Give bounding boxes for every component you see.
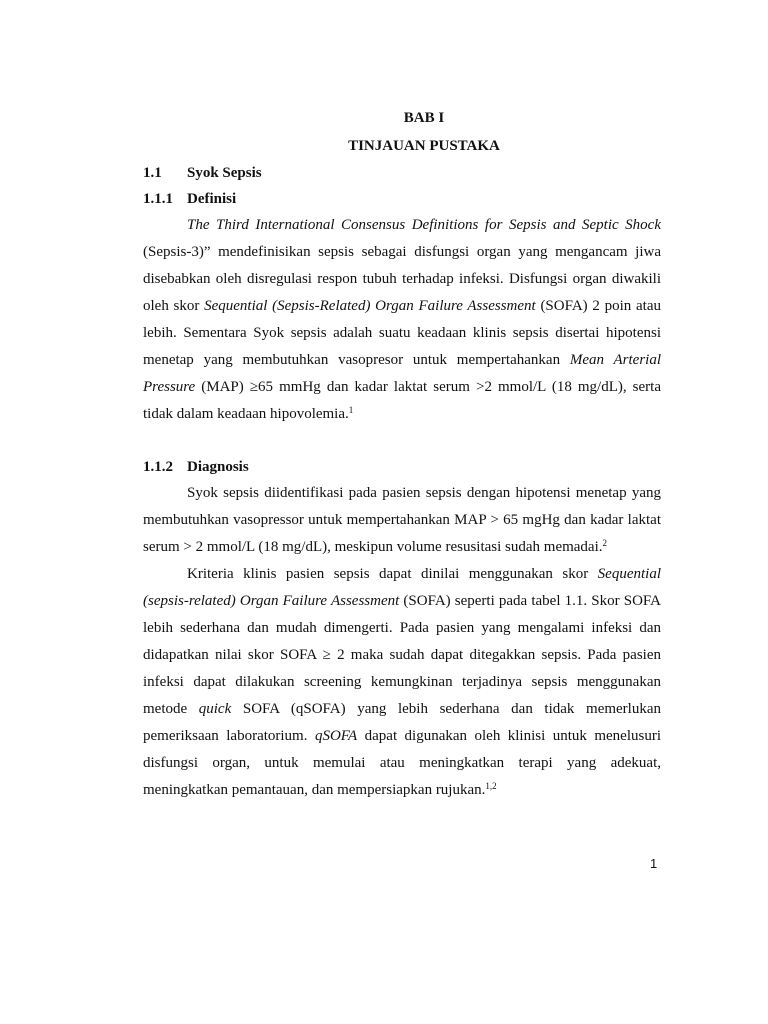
paragraph-diagnosis-1 (143, 480, 661, 561)
chapter-title: TINJAUAN PUSTAKA (348, 138, 500, 154)
reference-superscript: 2 (602, 538, 607, 548)
paragraph-italic: qSOFA (314, 728, 358, 744)
paragraph-text: (Sepsis-3)” mendefinisikan sepsis sebagai disfungsi organ yang mengancam jiwa disebabkan oleh disregulasi respon tubuh terhadap infeksi. Disfungsi organ diwakili oleh skor (143, 244, 661, 314)
paragraph-text: Syok sepsis diidentifikasi pada pasien sepsis dengan hipotensi menetap yang membutuhkan vasopressor untuk mempertahankan MAP > 65 mgHg dan kadar laktat serum > 2 mmol/L (18 mg/dL), meskipun volume resusitasi sudah memadai. (143, 485, 661, 555)
paragraph-text: dapat digunakan oleh klinisi untuk menelusuri disfungsi organ, untuk memulai atau meningkatkan terapi yang adekuat, meningkatkan pemantauan, dan mempersiapkan rujukan. (143, 728, 661, 798)
reference-superscript: 1,2 (485, 781, 497, 791)
paragraph-italic: Sequential (sepsis-related) Organ Failure Assessment (143, 566, 661, 609)
reference-superscript: 1 (348, 405, 354, 415)
subsection-number: 1.1.2 (143, 459, 173, 475)
paragraph-text: (SOFA) 2 poin atau lebih. Sementara Syok sepsis adalah suatu keadaan klinis sepsis disertai hipotensi menetap yang membutuhkan vasopresor untuk mempertahankan (143, 298, 661, 368)
paragraph-diagnosis-2 (143, 561, 661, 804)
paragraph-text: (MAP) ≥65 mmHg dan kadar laktat serum >2 mmol/L (18 mg/dL), serta tidak dalam keadaan hipovolemia. (143, 379, 661, 422)
section-heading (143, 165, 262, 182)
subsection-heading-diagnosis (143, 459, 249, 476)
paragraph-italic: quick (198, 701, 232, 717)
subsection-title: Definisi (187, 191, 237, 207)
paragraph-text: SOFA (qSOFA) yang lebih sederhana dan tidak memerlukan pemeriksaan laboratorium. (143, 701, 661, 744)
subsection-number: 1.1.1 (143, 191, 173, 207)
paragraph-text: Kriteria klinis pasien sepsis dapat dinilai menggunakan skor (187, 566, 598, 582)
paragraph-italic: Sequential (Sepsis-Related) Organ Failure Assessment (204, 298, 536, 314)
subsection-title: Diagnosis (187, 459, 249, 475)
chapter-label: BAB I (403, 110, 445, 126)
paragraph-italic: The Third International Consensus Definitions for Sepsis and Septic Shock (187, 217, 661, 233)
paragraph-text: (SOFA) seperti pada tabel 1.1. Skor SOFA lebih sederhana dan mudah dimengerti. Pada pasien yang mengalami infeksi dan didapatkan nilai skor SOFA ≥ 2 maka sudah dapat ditegakkan sepsis. Pada pasien infeksi dapat dilakukan screening kemungkinan terjadinya sepsis menggunakan metode (143, 593, 661, 717)
page-number: 1 (650, 856, 658, 871)
section-title: Syok Sepsis (187, 165, 262, 181)
subsection-heading-definisi (143, 191, 236, 208)
section-number: 1.1 (143, 165, 162, 181)
paragraph-definisi (143, 212, 661, 428)
paragraph-italic: Mean Arterial Pressure (143, 352, 661, 395)
